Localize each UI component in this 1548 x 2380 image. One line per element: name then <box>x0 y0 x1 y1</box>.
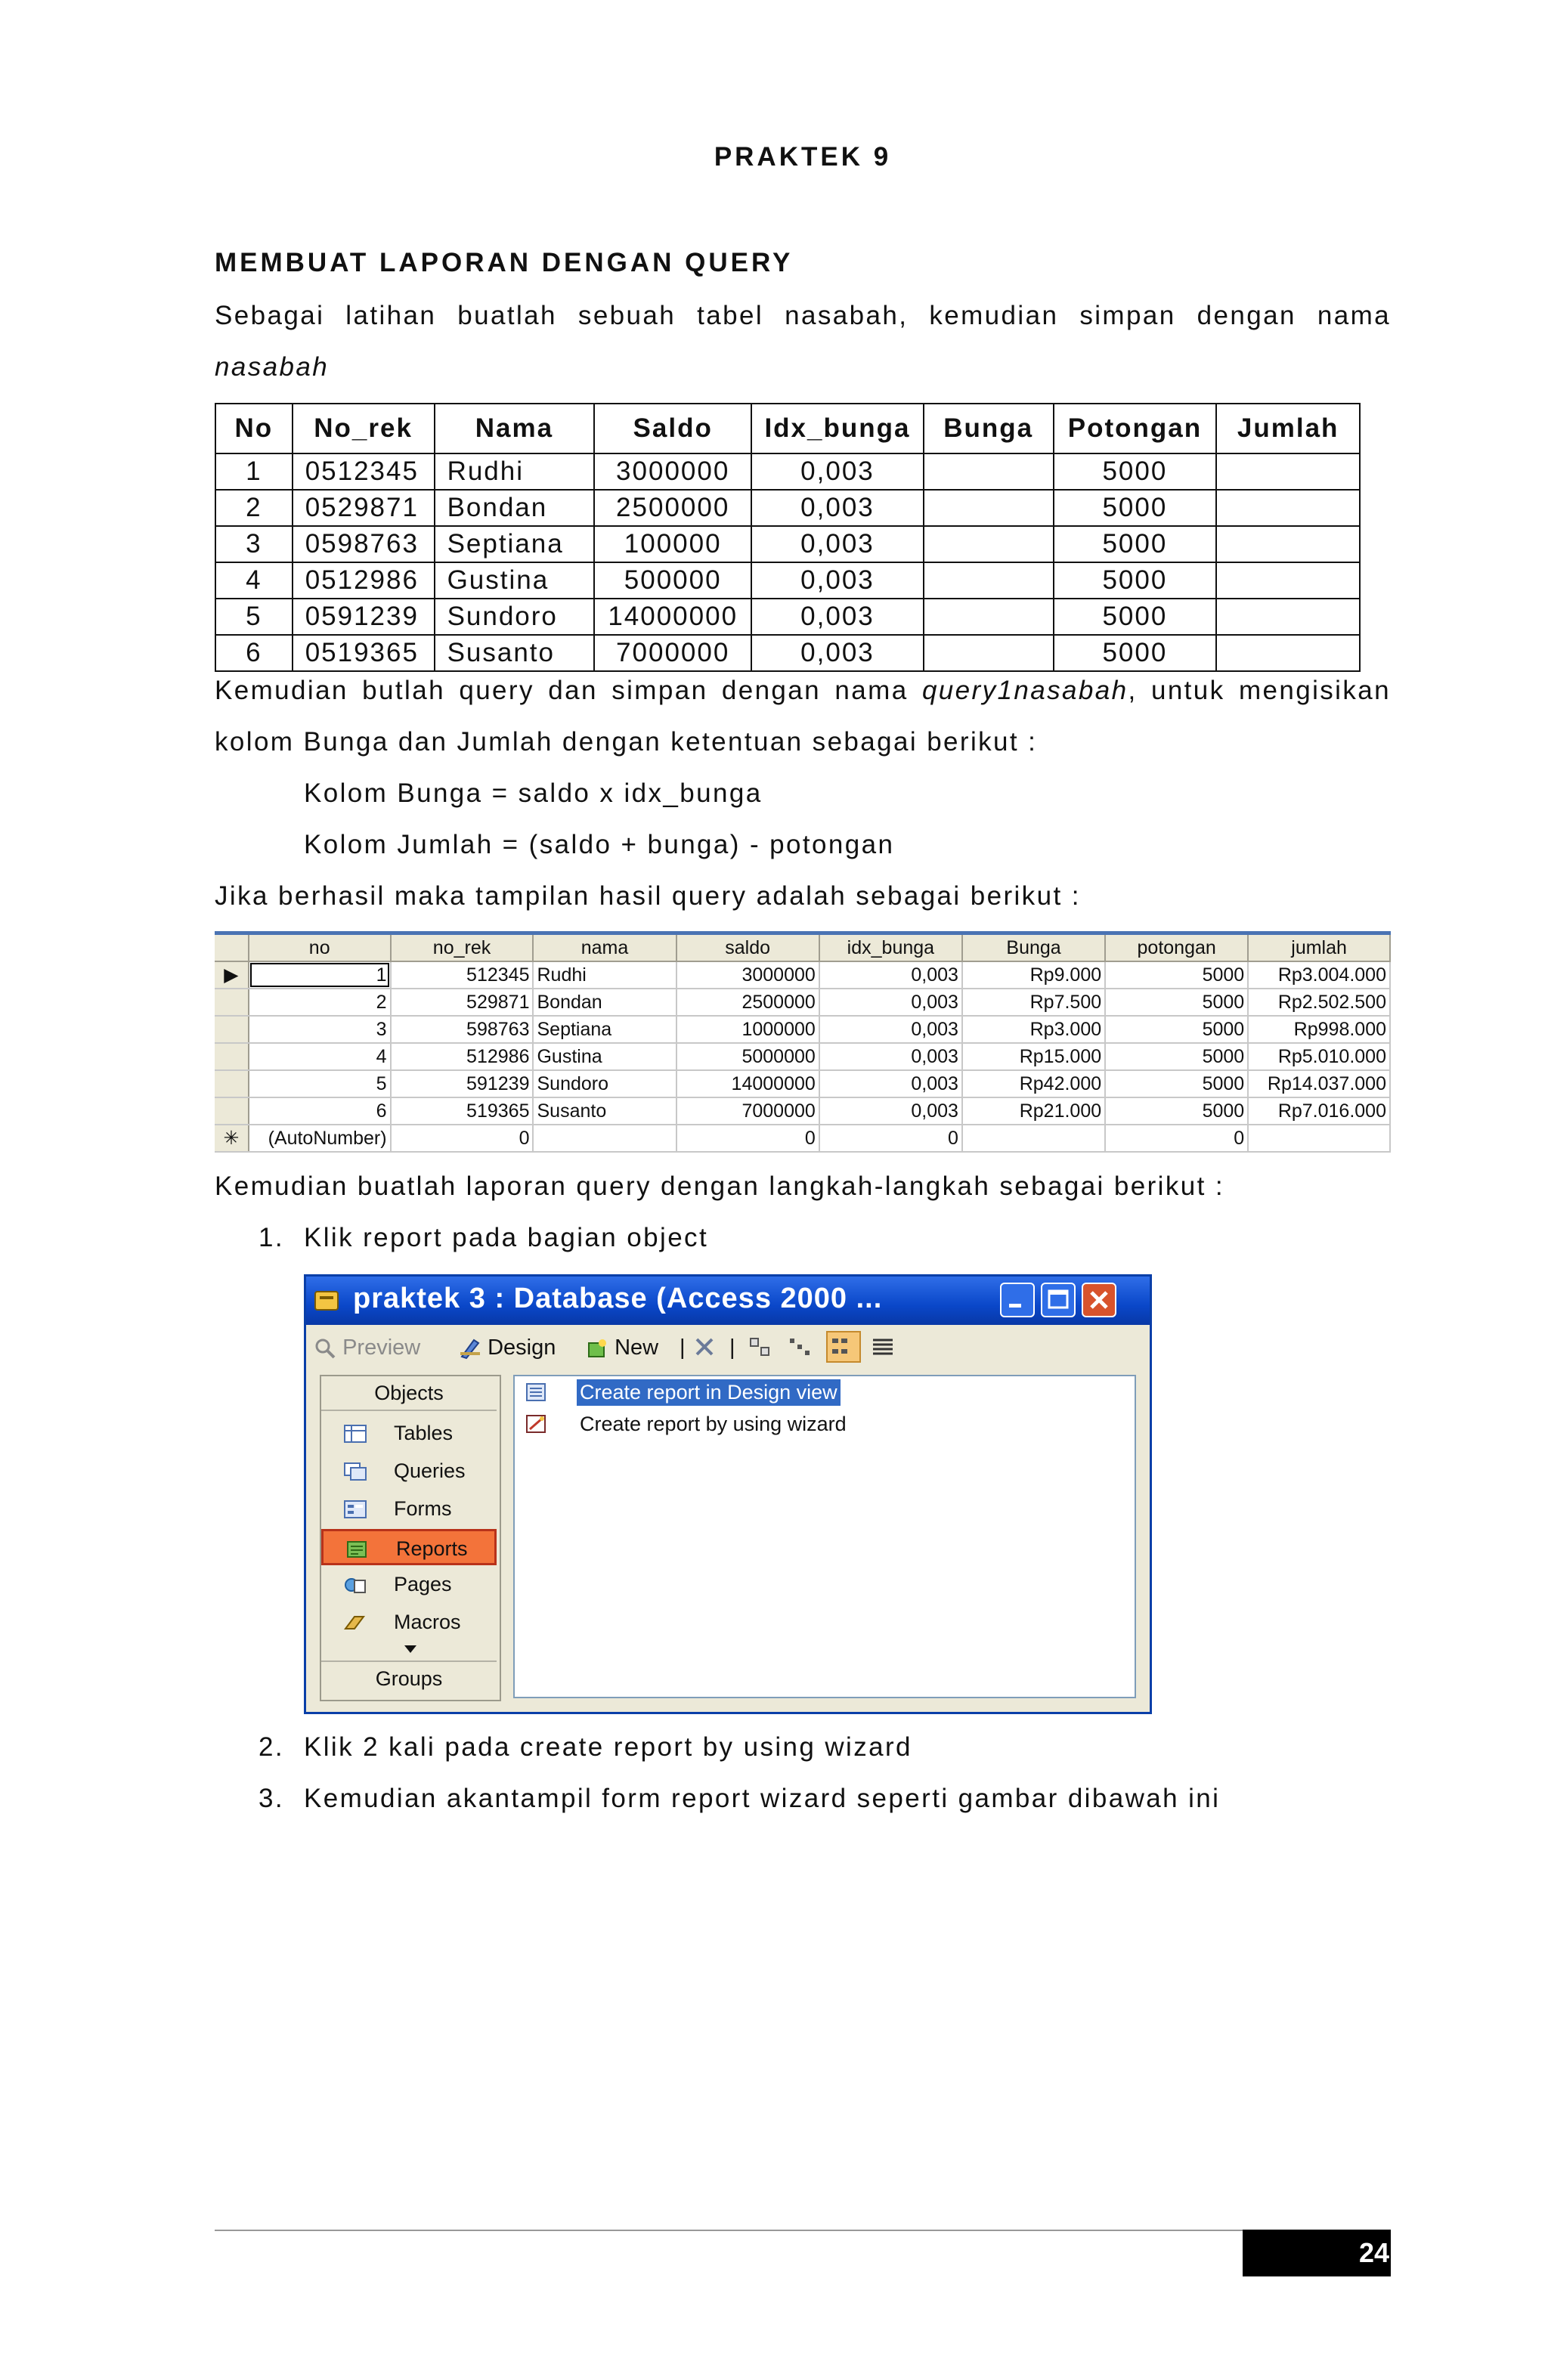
para2-text: Kemudian butlah query dan simpan dengan nama <box>215 676 922 705</box>
large-icons-button[interactable] <box>748 1335 773 1364</box>
page-number-box <box>1243 2230 1391 2276</box>
datasheet-cell[interactable]: Rp9.000 <box>962 961 1105 989</box>
small-icons-button[interactable] <box>787 1335 813 1364</box>
list-view-button[interactable] <box>826 1331 861 1363</box>
datasheet-cell[interactable]: 4 <box>249 1043 391 1070</box>
table-row <box>215 599 1360 635</box>
table-cell: Gustina <box>435 562 595 599</box>
datasheet-cell[interactable]: 3 <box>249 1016 391 1043</box>
datasheet-row[interactable] <box>215 961 1390 989</box>
datasheet-col-header[interactable]: idx_bunga <box>819 935 962 961</box>
details-view-button[interactable] <box>870 1335 896 1364</box>
col-header: Bunga <box>924 404 1054 453</box>
wizard-report-icon <box>525 1414 548 1435</box>
datasheet-cell[interactable]: Rp15.000 <box>962 1043 1105 1070</box>
datasheet-cell[interactable] <box>533 1125 676 1152</box>
datasheet-cell[interactable]: 5000 <box>1105 989 1248 1016</box>
datasheet-cell[interactable]: 0,003 <box>819 1016 962 1043</box>
datasheet-col-header[interactable]: saldo <box>676 935 819 961</box>
table-cell: Septiana <box>435 526 595 562</box>
datasheet-header-row <box>215 935 1390 961</box>
details-view-icon <box>870 1335 896 1358</box>
datasheet-cell[interactable]: 0 <box>819 1125 962 1152</box>
col-header: No_rek <box>293 404 435 453</box>
record-selector-header <box>215 935 249 961</box>
maximize-button[interactable] <box>1041 1283 1076 1317</box>
window-titlebar[interactable] <box>306 1277 1150 1325</box>
query-name: query1nasabah <box>921 676 1128 705</box>
col-header: Idx_bunga <box>751 404 924 453</box>
chevron-down-icon[interactable] <box>403 1644 418 1654</box>
new-label: New <box>615 1335 659 1360</box>
object-reports[interactable] <box>321 1529 497 1565</box>
datasheet-col-header[interactable]: potongan <box>1105 935 1248 961</box>
datasheet-cell[interactable]: Bondan <box>533 989 676 1016</box>
datasheet-row[interactable] <box>215 989 1390 1016</box>
table-cell: 3000000 <box>594 453 751 490</box>
database-window <box>304 1274 1152 1714</box>
datasheet-cell[interactable]: Rp42.000 <box>962 1070 1105 1097</box>
datasheet-cell[interactable]: Rp7.500 <box>962 989 1105 1016</box>
minimize-button[interactable] <box>1000 1283 1035 1317</box>
record-selector[interactable] <box>215 1097 249 1125</box>
formula-bunga: Kolom Bunga = saldo x idx_bunga <box>304 778 763 808</box>
datasheet-cell[interactable] <box>962 1125 1105 1152</box>
object-tables[interactable] <box>321 1416 497 1452</box>
table-cell: 5000 <box>1054 635 1217 671</box>
step2-text: Klik 2 kali pada create report by using wizard <box>304 1732 912 1762</box>
datasheet-cell[interactable]: Septiana <box>533 1016 676 1043</box>
datasheet-cell[interactable]: Susanto <box>533 1097 676 1125</box>
object-label: Forms <box>394 1497 452 1520</box>
record-selector[interactable] <box>215 1070 249 1097</box>
table-cell: 0,003 <box>751 599 924 635</box>
datasheet-cell[interactable]: 3000000 <box>676 961 819 989</box>
table-cell: 0,003 <box>751 635 924 671</box>
datasheet-cell[interactable]: Gustina <box>533 1043 676 1070</box>
table-cell <box>924 562 1054 599</box>
table-cell: 0512986 <box>293 562 435 599</box>
step3-text: Kemudian akantampil form report wizard seperti gambar dibawah ini <box>304 1784 1221 1813</box>
large-icons-icon <box>748 1335 773 1358</box>
para2-line2: kolom Bunga dan Jumlah dengan ketentuan sebagai berikut : <box>215 727 1038 757</box>
table-cell <box>924 453 1054 490</box>
table-cell <box>1216 453 1360 490</box>
datasheet-cell[interactable]: Rp3.000 <box>962 1016 1105 1043</box>
table-cell: 5000 <box>1054 562 1217 599</box>
datasheet-cell[interactable]: Rp5.010.000 <box>1248 1043 1390 1070</box>
datasheet-row[interactable] <box>215 1097 1390 1125</box>
preview-button[interactable] <box>314 1335 420 1360</box>
datasheet-new-row[interactable] <box>215 1125 1390 1152</box>
table-cell: 2500000 <box>594 490 751 526</box>
record-selector[interactable] <box>215 1016 249 1043</box>
close-icon <box>1083 1284 1115 1316</box>
small-icons-icon <box>787 1335 813 1358</box>
intro-line-1: Sebagai latihan buatlah sebuah tabel nasabah, kemudian simpan dengan nama <box>215 301 1391 330</box>
table-cell: 3 <box>215 526 293 562</box>
preview-icon <box>314 1337 336 1360</box>
pages-icon <box>344 1576 367 1594</box>
table-cell: 7000000 <box>594 635 751 671</box>
object-label: Macros <box>394 1611 461 1633</box>
para2-line1 <box>215 665 1391 716</box>
col-header: Nama <box>435 404 595 453</box>
object-pages[interactable] <box>321 1567 497 1603</box>
table-cell: 5000 <box>1054 599 1217 635</box>
new-record-icon[interactable]: ✳ <box>215 1125 249 1152</box>
minimize-icon <box>1002 1284 1033 1316</box>
list-view-icon <box>828 1332 859 1361</box>
design-button[interactable] <box>459 1335 556 1360</box>
forms-icon <box>344 1500 367 1518</box>
record-selector[interactable] <box>215 1043 249 1070</box>
datasheet-cell[interactable]: Rudhi <box>533 961 676 989</box>
section-heading: MEMBUAT LAPORAN DENGAN QUERY <box>215 248 794 277</box>
report-item-label: Create report by using wizard <box>580 1413 847 1435</box>
table-cell: 0519365 <box>293 635 435 671</box>
formula-jumlah: Kolom Jumlah = (saldo + bunga) - potongan <box>304 830 895 859</box>
table-row <box>215 526 1360 562</box>
table-cell: 0512345 <box>293 453 435 490</box>
datasheet-cell[interactable]: 2500000 <box>676 989 819 1016</box>
table-cell: 5000 <box>1054 526 1217 562</box>
table-cell <box>1216 526 1360 562</box>
delete-icon <box>693 1335 716 1358</box>
table-cell: Sundoro <box>435 599 595 635</box>
current-record-icon[interactable]: ▶ <box>215 961 249 989</box>
table-cell: 0591239 <box>293 599 435 635</box>
page-number: 24 <box>1358 2237 1389 2268</box>
datasheet-cell[interactable]: 5000 <box>1105 1043 1248 1070</box>
design-label: Design <box>488 1335 556 1360</box>
record-selector[interactable] <box>215 989 249 1016</box>
datasheet-cell[interactable]: 5000 <box>1105 1070 1248 1097</box>
delete-button[interactable] <box>693 1335 716 1364</box>
step1-number: 1. <box>259 1223 284 1252</box>
datasheet-cell[interactable]: 0,003 <box>819 1070 962 1097</box>
new-button[interactable] <box>586 1335 658 1360</box>
table-cell: 0,003 <box>751 490 924 526</box>
preview-label: Preview <box>342 1335 421 1360</box>
table-cell: 5000 <box>1054 490 1217 526</box>
datasheet-cell[interactable]: (AutoNumber) <box>249 1125 391 1152</box>
step1-text: Klik report pada bagian object <box>304 1223 709 1252</box>
datasheet-cell[interactable]: 1 <box>249 961 391 989</box>
datasheet-cell[interactable]: 0 <box>1105 1125 1248 1152</box>
tables-icon <box>344 1425 367 1443</box>
object-label: Pages <box>394 1573 452 1595</box>
datasheet-cell[interactable]: 5000000 <box>676 1043 819 1070</box>
object-label: Tables <box>394 1422 454 1444</box>
table-row <box>215 562 1360 599</box>
design-report-icon <box>525 1382 548 1404</box>
object-forms[interactable] <box>321 1491 497 1527</box>
table-cell: 6 <box>215 635 293 671</box>
queries-icon <box>344 1462 367 1481</box>
datasheet-cell[interactable]: 5000 <box>1105 1016 1248 1043</box>
datasheet-cell[interactable]: Rp21.000 <box>962 1097 1105 1125</box>
table-row <box>215 490 1360 526</box>
datasheet-cell[interactable]: 591239 <box>391 1070 534 1097</box>
table-cell: 0598763 <box>293 526 435 562</box>
object-label: Queries <box>394 1459 466 1482</box>
datasheet-cell[interactable]: 512345 <box>391 961 534 989</box>
datasheet-row[interactable] <box>215 1070 1390 1097</box>
datasheet-cell[interactable]: 2 <box>249 989 391 1016</box>
datasheet-col-header[interactable]: jumlah <box>1248 935 1390 961</box>
datasheet-cell[interactable]: 0 <box>676 1125 819 1152</box>
table-row <box>215 453 1360 490</box>
table-cell: 2 <box>215 490 293 526</box>
nasabah-table <box>215 403 1361 672</box>
table-cell: 500000 <box>594 562 751 599</box>
datasheet-cell[interactable] <box>1248 1125 1390 1152</box>
intro-line-2: nasabah <box>215 352 330 382</box>
datasheet-cell[interactable]: 598763 <box>391 1016 534 1043</box>
close-button[interactable] <box>1082 1283 1116 1317</box>
datasheet-cell[interactable]: Sundoro <box>533 1070 676 1097</box>
macros-icon <box>344 1614 367 1632</box>
datasheet-cell[interactable]: 5000 <box>1105 961 1248 989</box>
new-object-icon <box>586 1337 608 1360</box>
reports-list-pane <box>513 1375 1136 1698</box>
table-cell <box>1216 490 1360 526</box>
objects-pane <box>320 1375 501 1701</box>
datasheet-cell[interactable]: 6 <box>249 1097 391 1125</box>
datasheet-cell[interactable]: 519365 <box>391 1097 534 1125</box>
design-icon <box>459 1337 481 1360</box>
datasheet-cell[interactable]: 512986 <box>391 1043 534 1070</box>
datasheet-cell[interactable]: 0,003 <box>819 989 962 1016</box>
datasheet-cell[interactable]: 1000000 <box>676 1016 819 1043</box>
object-queries[interactable] <box>321 1453 497 1490</box>
col-header: Jumlah <box>1216 404 1360 453</box>
datasheet-cell[interactable]: 5000 <box>1105 1097 1248 1125</box>
datasheet-cell[interactable]: 0,003 <box>819 1043 962 1070</box>
col-header: Saldo <box>594 404 751 453</box>
table-cell: 5 <box>215 599 293 635</box>
table-cell: 1 <box>215 453 293 490</box>
table-cell: Bondan <box>435 490 595 526</box>
datasheet-cell[interactable]: 0,003 <box>819 961 962 989</box>
table-cell: 100000 <box>594 526 751 562</box>
datasheet-cell[interactable]: 5 <box>249 1070 391 1097</box>
datasheet-col-header[interactable]: nama <box>533 935 676 961</box>
datasheet-cell[interactable]: Rp998.000 <box>1248 1016 1390 1043</box>
table-cell: 4 <box>215 562 293 599</box>
datasheet-col-header[interactable]: Bunga <box>962 935 1105 961</box>
datasheet-col-header[interactable]: no <box>249 935 391 961</box>
objects-header[interactable]: Objects <box>321 1376 497 1411</box>
table-cell <box>924 490 1054 526</box>
table-cell: Rudhi <box>435 453 595 490</box>
table-cell: 0529871 <box>293 490 435 526</box>
datasheet-cell[interactable]: 0,003 <box>819 1097 962 1125</box>
table-cell: 5000 <box>1054 453 1217 490</box>
object-macros[interactable] <box>321 1605 497 1641</box>
window-toolbar <box>306 1326 1150 1369</box>
table-cell <box>1216 599 1360 635</box>
table-cell: 0,003 <box>751 453 924 490</box>
para4: Kemudian buatlah laporan query dengan langkah-langkah sebagai berikut : <box>215 1171 1224 1201</box>
object-label: Reports <box>396 1537 468 1560</box>
col-header: No <box>215 404 293 453</box>
step2-number: 2. <box>259 1732 284 1762</box>
datasheet-cell[interactable]: Rp2.502.500 <box>1248 989 1390 1016</box>
report-item-label: Create report in Design view <box>577 1379 841 1406</box>
access-key-icon <box>314 1287 341 1314</box>
datasheet-cell[interactable]: 14000000 <box>676 1070 819 1097</box>
datasheet-row[interactable] <box>215 1016 1390 1043</box>
table-cell: 0,003 <box>751 526 924 562</box>
toolbar-separator: | <box>680 1335 686 1360</box>
step3-number: 3. <box>259 1784 284 1813</box>
table-cell <box>1216 562 1360 599</box>
table-cell <box>924 526 1054 562</box>
datasheet-cell[interactable]: 0 <box>391 1125 534 1152</box>
page-title: PRAKTEK 9 <box>714 142 892 172</box>
footer-rule <box>215 2230 1244 2231</box>
table-cell: 0,003 <box>751 562 924 599</box>
reports-icon <box>346 1540 369 1558</box>
table-header-row <box>215 404 1360 453</box>
query-datasheet <box>215 931 1391 1154</box>
table-cell: 14000000 <box>594 599 751 635</box>
datasheet-col-header[interactable]: no_rek <box>391 935 534 961</box>
groups-header[interactable]: Groups <box>321 1660 497 1695</box>
toolbar-separator: | <box>729 1335 735 1360</box>
table-cell: Susanto <box>435 635 595 671</box>
para3: Jika berhasil maka tampilan hasil query adalah sebagai berikut : <box>215 881 1081 911</box>
datasheet-row[interactable] <box>215 1043 1390 1070</box>
datasheet-cell[interactable]: 7000000 <box>676 1097 819 1125</box>
para2-text-end: , untuk mengisikan <box>1128 676 1391 705</box>
datasheet-cell[interactable]: Rp3.004.000 <box>1248 961 1390 989</box>
maximize-icon <box>1042 1284 1074 1316</box>
datasheet-cell[interactable]: Rp14.037.000 <box>1248 1070 1390 1097</box>
datasheet-cell[interactable]: Rp7.016.000 <box>1248 1097 1390 1125</box>
datasheet-cell[interactable]: 529871 <box>391 989 534 1016</box>
table-cell <box>924 599 1054 635</box>
window-title: praktek 3 : Database (Access 2000 ... <box>353 1283 883 1314</box>
col-header: Potongan <box>1054 404 1217 453</box>
